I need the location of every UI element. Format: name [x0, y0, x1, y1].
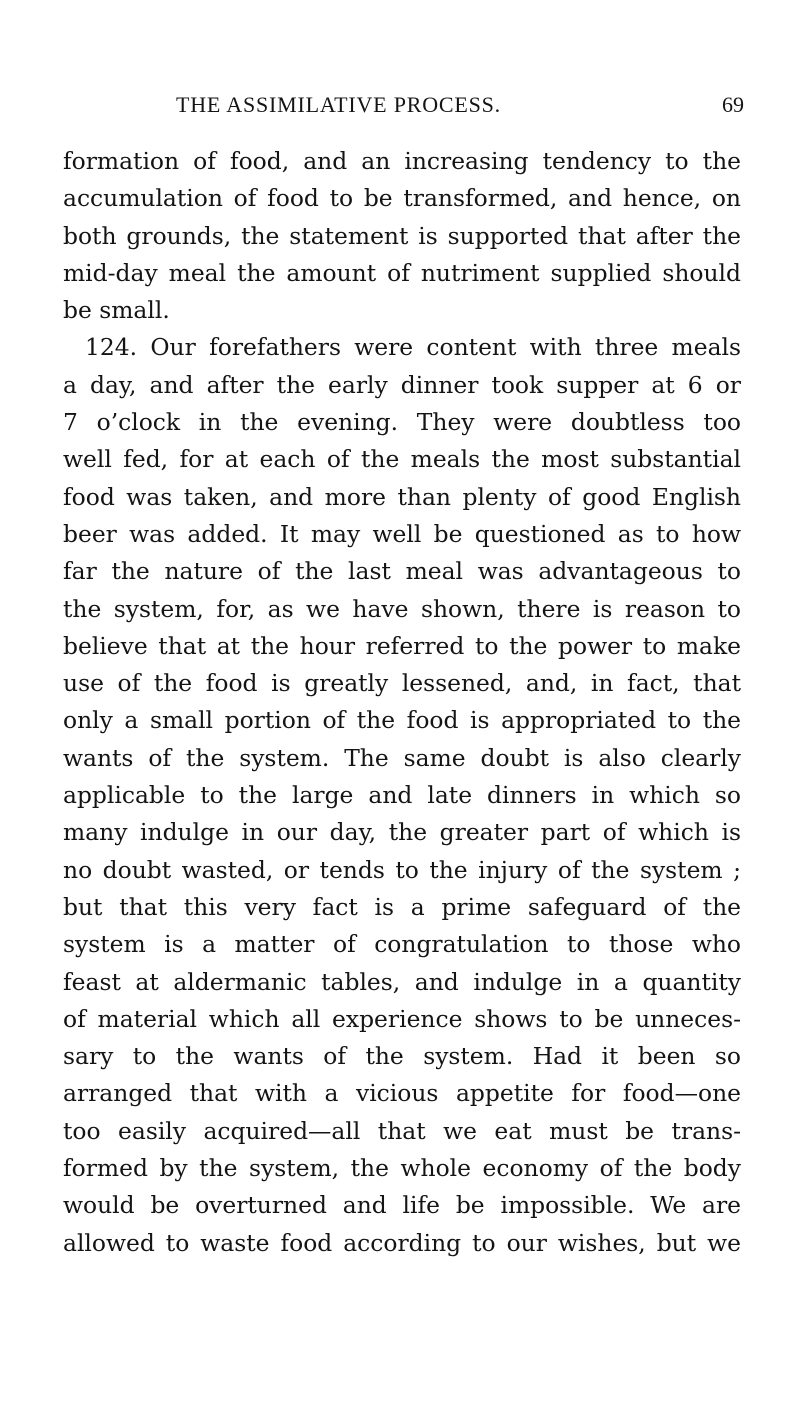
text-line: sary to the wants of the system. Had it been so [63, 1042, 741, 1071]
text-line: accumulation of food to be transformed, and hence, on [63, 184, 741, 213]
text-line: feast at aldermanic tables, and indulge in a quantity [63, 967, 741, 996]
text-line: be small. [63, 296, 170, 325]
text-line: 7 o’clock in the evening. They were doubtless too [63, 408, 741, 437]
text-line: believe that at the hour referred to the power to make [63, 631, 741, 660]
text-line: the system, for, as we have shown, there is reason to [63, 594, 741, 623]
paragraph-start-line: 124. Our forefathers were content with three meals [85, 333, 741, 362]
text-line: allowed to waste food according to our wishes, but we [63, 1228, 741, 1257]
text-line: well fed, for at each of the meals the most substantial [63, 445, 741, 474]
body-text [63, 143, 741, 1262]
page-number: 69 [722, 92, 744, 117]
text-line: of material which all experience shows to be unneces- [63, 1004, 741, 1033]
text-line: too easily acquired—all that we eat must be trans- [63, 1116, 741, 1145]
text-line: would be overturned and life be impossible. We are [63, 1191, 741, 1220]
text-line: formed by the system, the whole economy of the body [63, 1154, 741, 1183]
text-line: arranged that with a vicious appetite for food—one [63, 1079, 741, 1108]
text-line: many indulge in our day, the greater part of which is [63, 818, 741, 847]
text-line: beer was added. It may well be questioned as to how [63, 519, 741, 548]
text-line: no doubt wasted, or tends to the injury of the system ; [63, 855, 741, 884]
text-line: system is a matter of congratulation to those who [63, 930, 741, 959]
text-line: only a small portion of the food is appropriated to the [63, 706, 741, 735]
text-line: both grounds, the statement is supported that after the [63, 221, 741, 250]
text-line: applicable to the large and late dinners in which so [63, 781, 741, 810]
text-line: a day, and after the early dinner took supper at 6 or [63, 370, 741, 399]
text-line: far the nature of the last meal was advantageous to [63, 557, 741, 586]
text-line: use of the food is greatly lessened, and, in fact, that [63, 669, 741, 698]
text-line: formation of food, and an increasing tendency to the [63, 147, 741, 175]
text-line: wants of the system. The same doubt is also clearly [63, 743, 741, 772]
text-line: but that this very fact is a prime safeguard of the [63, 892, 741, 921]
text-line: mid-day meal the amount of nutriment supplied should [63, 258, 741, 287]
text-line: food was taken, and more than plenty of good English [63, 482, 741, 511]
running-title: THE ASSIMILATIVE PROCESS. [176, 92, 501, 117]
